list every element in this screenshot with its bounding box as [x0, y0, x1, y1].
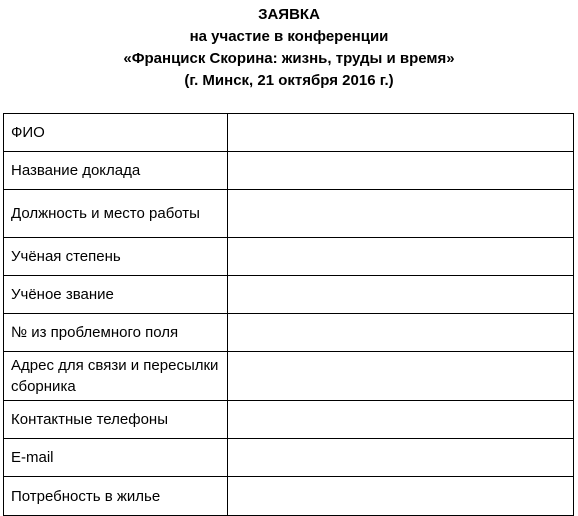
- document-subtitle: на участие в конференции: [189, 28, 389, 45]
- conference-name: «Франциск Скорина: жизнь, труды и время»: [123, 50, 455, 67]
- form-row-report-title: [4, 152, 574, 190]
- form-label-report-title: Название доклада: [4, 152, 228, 190]
- form-field-email[interactable]: [228, 439, 574, 477]
- form-field-position-workplace[interactable]: [228, 190, 574, 238]
- form-row-accommodation-need: [4, 477, 574, 516]
- form-row-email: [4, 439, 574, 477]
- form-field-mailing-address[interactable]: [228, 352, 574, 401]
- form-field-full-name[interactable]: [228, 114, 574, 152]
- form-row-mailing-address: [4, 352, 574, 401]
- form-field-report-title[interactable]: [228, 152, 574, 190]
- form-row-academic-title: [4, 276, 574, 314]
- form-field-academic-title[interactable]: [228, 276, 574, 314]
- form-row-position-workplace: [4, 190, 574, 238]
- form-row-contact-phones: [4, 401, 574, 439]
- form-row-academic-degree: [4, 238, 574, 276]
- form-label-email: E-mail: [4, 439, 228, 477]
- form-field-accommodation-need[interactable]: [228, 477, 574, 516]
- form-label-mailing-address: Адрес для связи и пересылки сборника: [4, 352, 228, 401]
- form-label-academic-degree: Учёная степень: [4, 238, 228, 276]
- form-row-problem-field-number: [4, 314, 574, 352]
- form-label-contact-phones: Контактные телефоны: [4, 401, 228, 439]
- application-header: [0, 4, 578, 92]
- form-label-accommodation-need: Потребность в жилье: [4, 477, 228, 516]
- document-title: ЗАЯВКА: [258, 6, 320, 23]
- conference-place-date: (г. Минск, 21 октября 2016 г.): [184, 72, 394, 89]
- form-field-contact-phones[interactable]: [228, 401, 574, 439]
- form-label-full-name: ФИО: [4, 114, 228, 152]
- form-label-position-workplace: Должность и место работы: [4, 190, 228, 238]
- application-form-table: [3, 113, 574, 516]
- form-field-problem-field-number[interactable]: [228, 314, 574, 352]
- form-label-academic-title: Учёное звание: [4, 276, 228, 314]
- form-field-academic-degree[interactable]: [228, 238, 574, 276]
- form-row-full-name: [4, 114, 574, 152]
- form-label-problem-field-number: № из проблемного поля: [4, 314, 228, 352]
